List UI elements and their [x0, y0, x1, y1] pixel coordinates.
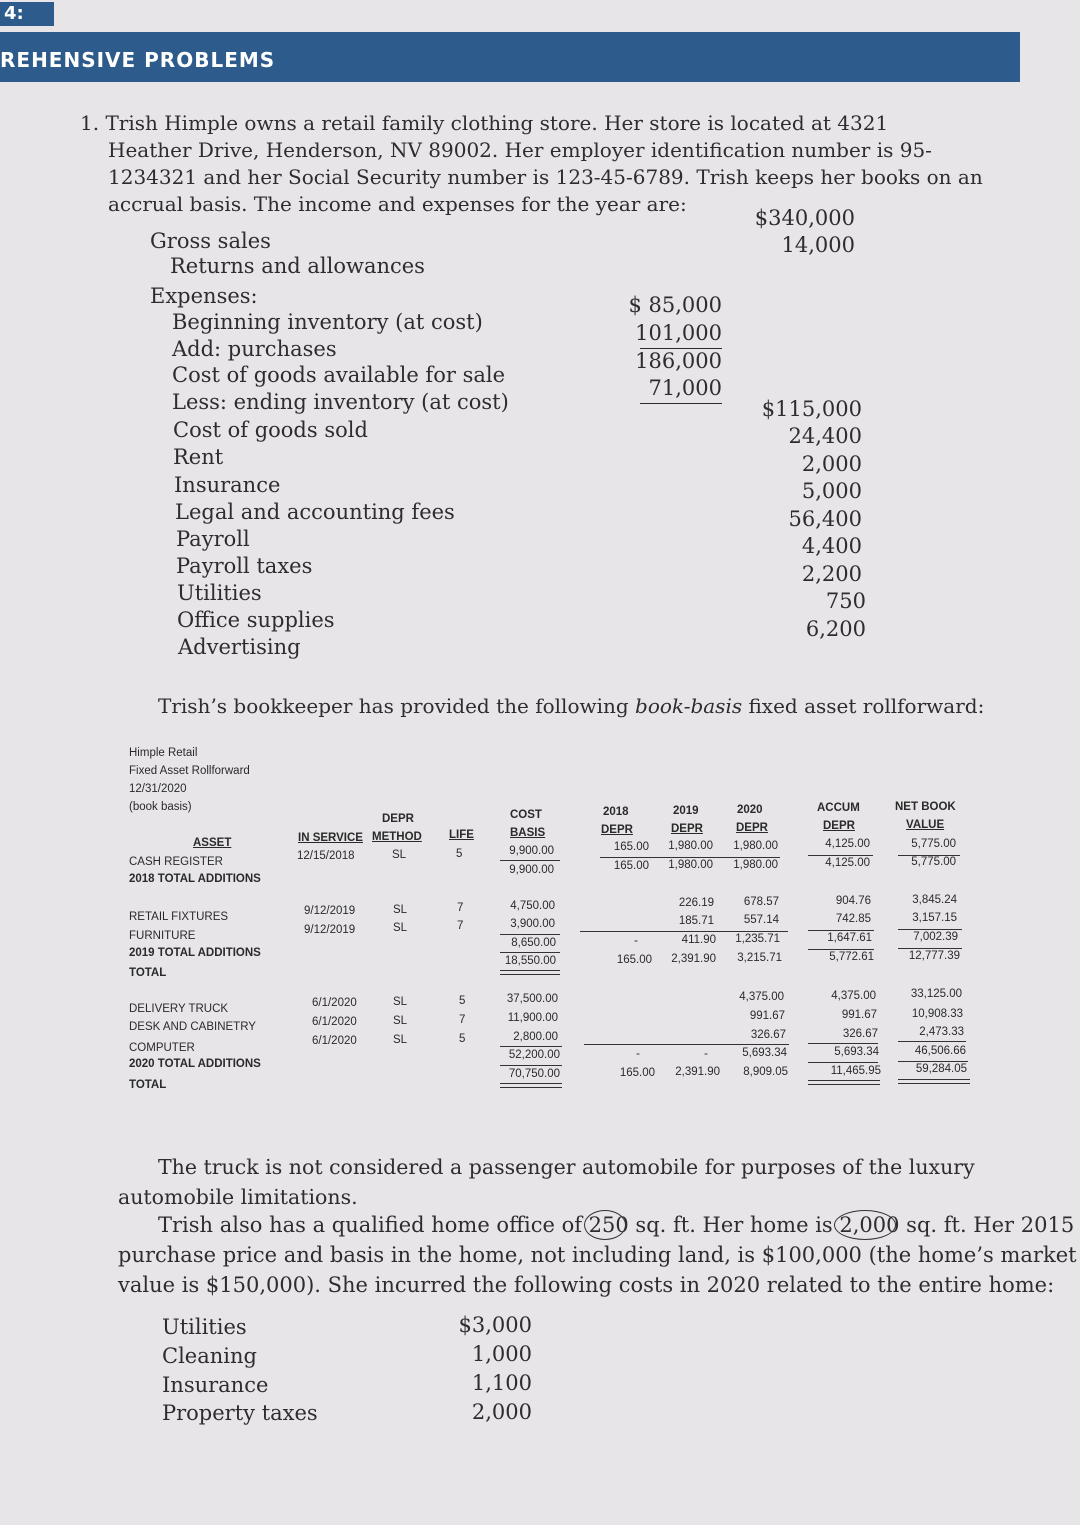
depr-2020: 557.14 — [743, 914, 779, 926]
net-book-value: 46,506.66 — [914, 1045, 966, 1057]
depr-2019: 226.19 — [678, 897, 714, 909]
depr-2019: 2,391.90 — [671, 953, 716, 965]
table-title: (book basis) — [129, 801, 192, 813]
expenses-heading: Expenses: — [150, 284, 258, 308]
truck-note — [118, 1152, 975, 1212]
in-service-date: 6/1/2020 — [312, 1016, 357, 1028]
office-line — [118, 1210, 1077, 1240]
accum-depr: 4,125.00 — [825, 857, 870, 869]
depr-2020: 1,235.71 — [735, 933, 780, 945]
depr-2019: 2,391.90 — [675, 1066, 720, 1078]
header-2020-depr: DEPR — [736, 822, 768, 834]
note-line: The truck is not considered a passenger automobile for purposes of the luxury — [158, 1155, 975, 1179]
home-cost-label: Insurance — [162, 1373, 269, 1397]
subtotal-rule — [808, 855, 873, 856]
accum-depr: 5,772.61 — [829, 951, 874, 963]
header-value: VALUE — [906, 819, 945, 831]
depr-2019: 1,980.00 — [668, 840, 713, 852]
expense-amount: 5,000 — [801, 479, 862, 503]
text-part: sq. ft. Her home is — [628, 1213, 840, 1237]
expense-amount: 750 — [825, 589, 866, 613]
sentence-part: Trish’s bookkeeper has provided the following — [158, 694, 636, 718]
depr-2018: 165.00 — [613, 841, 649, 853]
gross-sales-amount: $340,000 — [754, 206, 855, 230]
table-title: Fixed Asset Rollforward — [129, 765, 250, 777]
method: SL — [393, 1034, 408, 1046]
header-2019: 2019 — [673, 805, 699, 817]
cost-basis: 8,650.00 — [511, 937, 556, 949]
subtotal-rule — [500, 934, 560, 935]
cost-basis: 2,800.00 — [513, 1031, 558, 1043]
home-cost-label: Utilities — [162, 1315, 247, 1339]
header-basis: BASIS — [510, 827, 546, 839]
depr-2020: 4,375.00 — [739, 991, 784, 1003]
accum-depr: 742.85 — [835, 913, 871, 925]
total-double-rule — [808, 1080, 880, 1085]
asset-name: DELIVERY TRUCK — [129, 1003, 229, 1015]
cost-basis: 3,900.00 — [510, 918, 555, 930]
asset-name: COMPUTER — [129, 1042, 195, 1054]
total-double-rule — [500, 1083, 562, 1088]
expense-label: Insurance — [174, 473, 281, 497]
chapter-number: 4: — [0, 2, 54, 26]
life: 7 — [457, 920, 464, 932]
cost-basis: 70,750.00 — [508, 1068, 560, 1080]
subtotal-rule — [898, 1041, 966, 1042]
cost-basis: 18,550.00 — [504, 955, 556, 967]
method: SL — [393, 996, 408, 1008]
depr-2018: - — [636, 1048, 640, 1060]
depr-2019: 1,980.00 — [668, 859, 713, 871]
header-2019-depr: DEPR — [671, 823, 703, 835]
home-cost-amount: 2,000 — [471, 1400, 532, 1424]
expense-label: Payroll taxes — [176, 554, 313, 578]
sqft-office: 250 — [588, 1213, 629, 1237]
depr-2020: 991.67 — [749, 1010, 785, 1022]
sentence-part: fixed asset rollforward: — [742, 694, 985, 718]
asset-name: CASH REGISTER — [129, 856, 223, 868]
net-book-value: 7,002.39 — [913, 931, 958, 943]
home-cost-amount: 1,000 — [471, 1342, 532, 1366]
cogs-amount: 101,000 — [635, 321, 722, 345]
net-book-value: 5,775.00 — [911, 856, 956, 868]
life: 5 — [459, 995, 466, 1007]
life: 7 — [459, 1014, 466, 1026]
bookkeeper-sentence — [158, 694, 984, 718]
depr-2019: 185.71 — [678, 915, 714, 927]
cogs-label: Beginning inventory (at cost) — [172, 310, 483, 334]
depr-2018: 165.00 — [616, 954, 652, 966]
expense-label: Advertising — [178, 635, 301, 659]
sentence-emphasis: book-basis — [635, 694, 743, 718]
header-cost: COST — [510, 809, 542, 821]
cost-basis: 9,900.00 — [509, 845, 554, 857]
header-depr: DEPR — [382, 813, 414, 825]
header-method: METHOD — [372, 831, 422, 843]
problem-intro — [80, 110, 983, 218]
section-header-bar — [0, 3, 1020, 82]
header-asset: ASSET — [193, 837, 232, 849]
net-book-value: 3,157.15 — [912, 912, 957, 924]
office-line: value is $150,000). She incurred the following costs in 2020 related to the entire home: — [118, 1273, 1055, 1297]
expense-amount: $115,000 — [761, 397, 862, 421]
expense-amount: 4,400 — [801, 534, 862, 558]
text-part: sq. ft. Her 2015 — [899, 1213, 1075, 1237]
returns-amount: 14,000 — [781, 233, 855, 257]
depr-2020: 1,980.00 — [733, 840, 778, 852]
sqft-home: 2,000 — [839, 1213, 900, 1237]
expense-label: Cost of goods sold — [173, 418, 368, 442]
asset-name: DESK AND CABINETRY — [129, 1021, 256, 1033]
depr-2020: 678.57 — [743, 896, 779, 908]
cogs-label: Add: purchases — [172, 337, 337, 361]
subtotal-rule — [808, 949, 874, 950]
section-title: REHENSIVE PROBLEMS — [0, 48, 276, 72]
asset-name: FURNITURE — [129, 930, 196, 942]
expense-label: Utilities — [177, 581, 262, 605]
depr-2018: 165.00 — [613, 860, 649, 872]
cost-basis: 4,750.00 — [510, 900, 555, 912]
accum-depr: 326.67 — [842, 1028, 878, 1040]
net-book-value: 3,845.24 — [912, 894, 957, 906]
accum-depr: 1,647.61 — [827, 932, 872, 944]
total-label: 2019 TOTAL ADDITIONS — [129, 947, 261, 959]
in-service-date: 6/1/2020 — [312, 1035, 357, 1047]
total-double-rule — [898, 1079, 970, 1084]
intro-line: accrual basis. The income and expenses for the year are: — [108, 192, 687, 216]
subtotal-rule — [500, 1046, 562, 1047]
subtotal-rule — [898, 1061, 968, 1062]
subtotal-rule — [500, 860, 560, 861]
depr-2020: 326.67 — [750, 1029, 786, 1041]
expense-label: Legal and accounting fees — [175, 500, 455, 524]
office-line: purchase price and basis in the home, not including land, is $100,000 (the home’s market — [118, 1243, 1077, 1267]
underline — [640, 403, 722, 404]
depr-2020: 3,215.71 — [737, 952, 782, 964]
subtotal-rule — [580, 931, 788, 932]
accum-depr: 4,375.00 — [831, 990, 876, 1002]
expense-amount: 2,200 — [801, 562, 862, 586]
total-double-rule — [500, 970, 560, 975]
method: SL — [393, 1015, 408, 1027]
home-cost-label: Property taxes — [162, 1401, 318, 1425]
intro-line: 1234321 and her Social Security number is 123-45-6789. Trish keeps her books on an — [108, 165, 983, 189]
total-label: 2020 TOTAL ADDITIONS — [129, 1058, 261, 1070]
circled-number — [839, 1213, 899, 1237]
accum-depr: 4,125.00 — [825, 838, 870, 850]
accum-depr: 11,465.95 — [830, 1065, 881, 1077]
net-book-value: 33,125.00 — [910, 988, 962, 1000]
hand-circle — [834, 1210, 896, 1240]
net-book-value: 2,473.33 — [919, 1026, 964, 1038]
home-cost-amount: $3,000 — [458, 1313, 532, 1337]
life: 5 — [456, 848, 463, 860]
subtotal-rule — [808, 1043, 878, 1044]
expense-label: Rent — [173, 445, 224, 469]
asset-name: RETAIL FIXTURES — [129, 911, 229, 923]
net-book-value: 12,777.39 — [908, 950, 960, 962]
header-2020: 2020 — [737, 804, 763, 816]
hand-circle — [584, 1210, 626, 1240]
depr-2018: - — [634, 935, 638, 947]
depr-2018: 165.00 — [619, 1067, 655, 1079]
intro-line: 1. Trish Himple owns a retail family clothing store. Her store is located at 4321 — [80, 111, 889, 135]
table-title: 12/31/2020 — [129, 783, 187, 795]
depr-2020: 8,909.05 — [743, 1066, 788, 1078]
method: SL — [393, 922, 408, 934]
depr-2019: 411.90 — [681, 934, 716, 946]
header-2018: 2018 — [603, 806, 629, 818]
expense-amount: 56,400 — [788, 507, 862, 531]
subtotal-rule — [600, 857, 780, 858]
expense-amount: 6,200 — [805, 617, 866, 641]
cogs-amount: 71,000 — [648, 376, 722, 400]
subtotal-rule — [500, 952, 560, 953]
note-line: automobile limitations. — [118, 1185, 358, 1209]
life: 7 — [457, 902, 464, 914]
total-label: TOTAL — [129, 1079, 167, 1091]
expense-label: Payroll — [176, 527, 250, 551]
header-accum-depr: DEPR — [823, 820, 855, 832]
net-book-value: 5,775.00 — [911, 838, 956, 850]
home-cost-amount: 1,100 — [471, 1371, 532, 1395]
net-book-value: 59,284.05 — [915, 1063, 967, 1075]
net-book-value: 10,908.33 — [911, 1008, 963, 1020]
in-service-date: 9/12/2019 — [304, 924, 356, 936]
cost-basis: 11,900.00 — [507, 1012, 558, 1024]
expense-label: Office supplies — [177, 608, 335, 632]
expense-amount: 2,000 — [801, 452, 862, 476]
subtotal-rule — [500, 1065, 562, 1066]
subtotal-rule — [808, 1062, 878, 1063]
header-life: LIFE — [449, 829, 474, 841]
subtotal-rule — [808, 930, 874, 931]
expense-amount: 24,400 — [788, 424, 862, 448]
depr-2020: 5,693.34 — [742, 1047, 787, 1059]
returns-label: Returns and allowances — [170, 254, 425, 278]
gross-sales-label: Gross sales — [150, 229, 271, 253]
intro-line: Heather Drive, Henderson, NV 89002. Her employer identification number is 95- — [108, 138, 932, 162]
total-label: 2018 TOTAL ADDITIONS — [129, 873, 261, 885]
total-label: TOTAL — [129, 967, 167, 979]
depr-2020: 1,980.00 — [733, 859, 778, 871]
cogs-label: Cost of goods available for sale — [172, 363, 506, 387]
accum-depr: 904.76 — [835, 895, 871, 907]
subtotal-rule — [898, 929, 962, 930]
home-cost-label: Cleaning — [162, 1344, 257, 1368]
cogs-amount: 186,000 — [635, 349, 722, 373]
accum-depr: 991.67 — [841, 1009, 877, 1021]
life: 5 — [459, 1033, 466, 1045]
subtotal-rule — [584, 1044, 789, 1045]
cost-basis: 37,500.00 — [506, 993, 558, 1005]
in-service-date: 12/15/2018 — [297, 850, 355, 862]
depr-2019: - — [704, 1048, 708, 1060]
header-in-service: IN SERVICE — [298, 832, 363, 844]
in-service-date: 9/12/2019 — [304, 905, 356, 917]
table-title: Himple Retail — [129, 747, 198, 759]
method: SL — [392, 849, 407, 861]
cost-basis: 9,900.00 — [509, 864, 554, 876]
method: SL — [393, 904, 408, 916]
cost-basis: 52,200.00 — [508, 1049, 560, 1061]
header-net-book: NET BOOK — [895, 801, 956, 813]
subtotal-rule — [898, 948, 962, 949]
circled-number — [589, 1213, 629, 1237]
header-accum: ACCUM — [817, 802, 860, 814]
header-2018-depr: DEPR — [601, 824, 633, 836]
home-office-paragraph — [118, 1210, 1077, 1300]
cogs-amount: $ 85,000 — [628, 293, 722, 317]
cogs-label: Less: ending inventory (at cost) — [172, 390, 509, 414]
text-part: Trish also has a qualified home office of — [158, 1213, 589, 1237]
in-service-date: 6/1/2020 — [312, 997, 357, 1009]
accum-depr: 5,693.34 — [834, 1046, 879, 1058]
